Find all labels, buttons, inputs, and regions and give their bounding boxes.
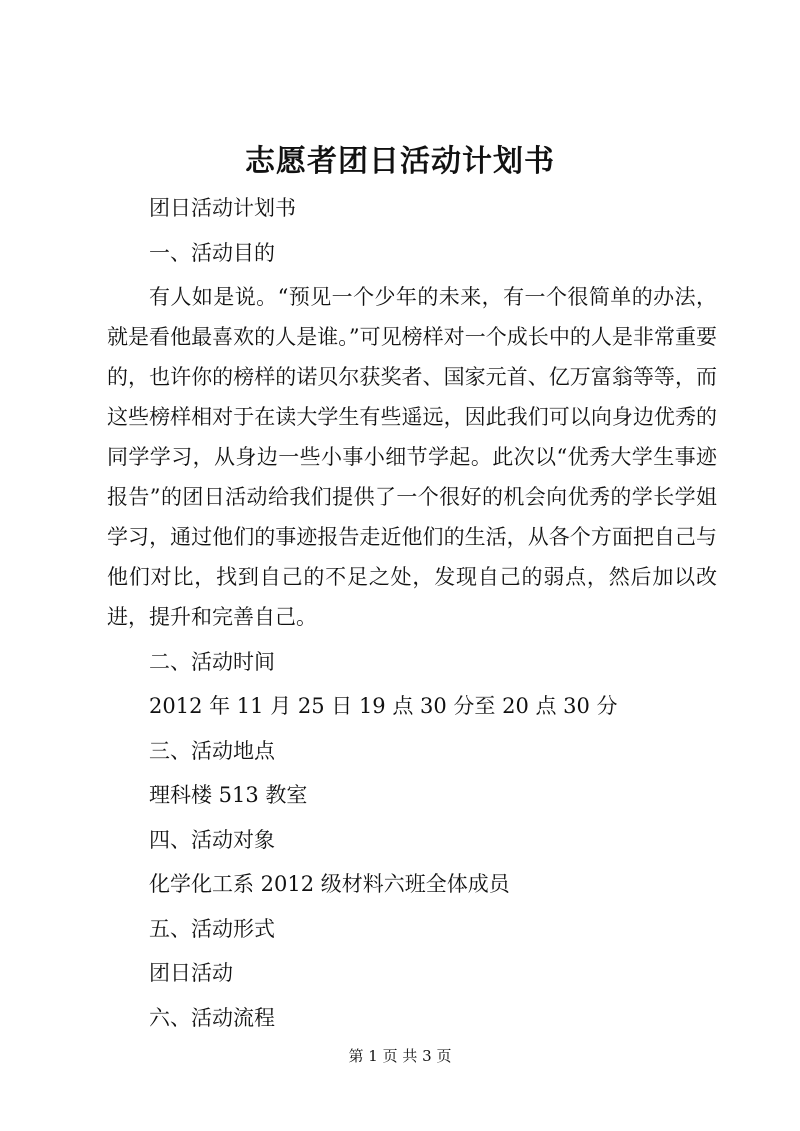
section-heading-format: 五、活动形式	[149, 916, 275, 941]
paragraph-time-text: 2012 年 11 月 25 日 19 点 30 分至 20 点 30 分	[149, 694, 618, 718]
section-heading-time: 二、活动时间	[149, 649, 275, 674]
page-number-footer: 第 1 页 共 3 页	[348, 1047, 452, 1065]
section-heading-location: 三、活动地点	[149, 738, 275, 763]
paragraph-plan-heading: 团日活动计划书	[149, 196, 296, 220]
document-body	[107, 188, 717, 1042]
document-title: 志愿者团日活动计划书	[245, 144, 555, 179]
section-heading-process: 六、活动流程	[149, 1005, 275, 1030]
paragraph-location-text: 理科楼 513 教室	[149, 783, 308, 807]
paragraph-format-text: 团日活动	[149, 961, 233, 985]
paragraph-purpose-text: 有人如是说。“预见一个少年的未来，有一个很简单的办法，就是看他最喜欢的人是谁。”可见榜样对一个成长中的人是非常重要的，也许你的榜样的诺贝尔获奖者、国家元首、亿万富翁等等，而这些榜样相对于在读大学生有些遥远，因此我们可以向身边优秀的同学学习，从身边一些小事小细节学起。此次以“优秀大学生事迹报告”的团日活动给我们提供了一个很好的机会向优秀的学长学姐学习，通过他们的事迹报告走近他们的生活，从各个方面把自己与他们对比，找到自己的不足之处，发现自己的弱点，然后加以改进，提升和完善自己。	[107, 285, 717, 629]
section-heading-purpose: 一、活动目的	[149, 240, 275, 265]
section-heading-audience: 四、活动对象	[149, 827, 275, 852]
paragraph-audience-text: 化学化工系 2012 级材料六班全体成员	[149, 872, 510, 896]
